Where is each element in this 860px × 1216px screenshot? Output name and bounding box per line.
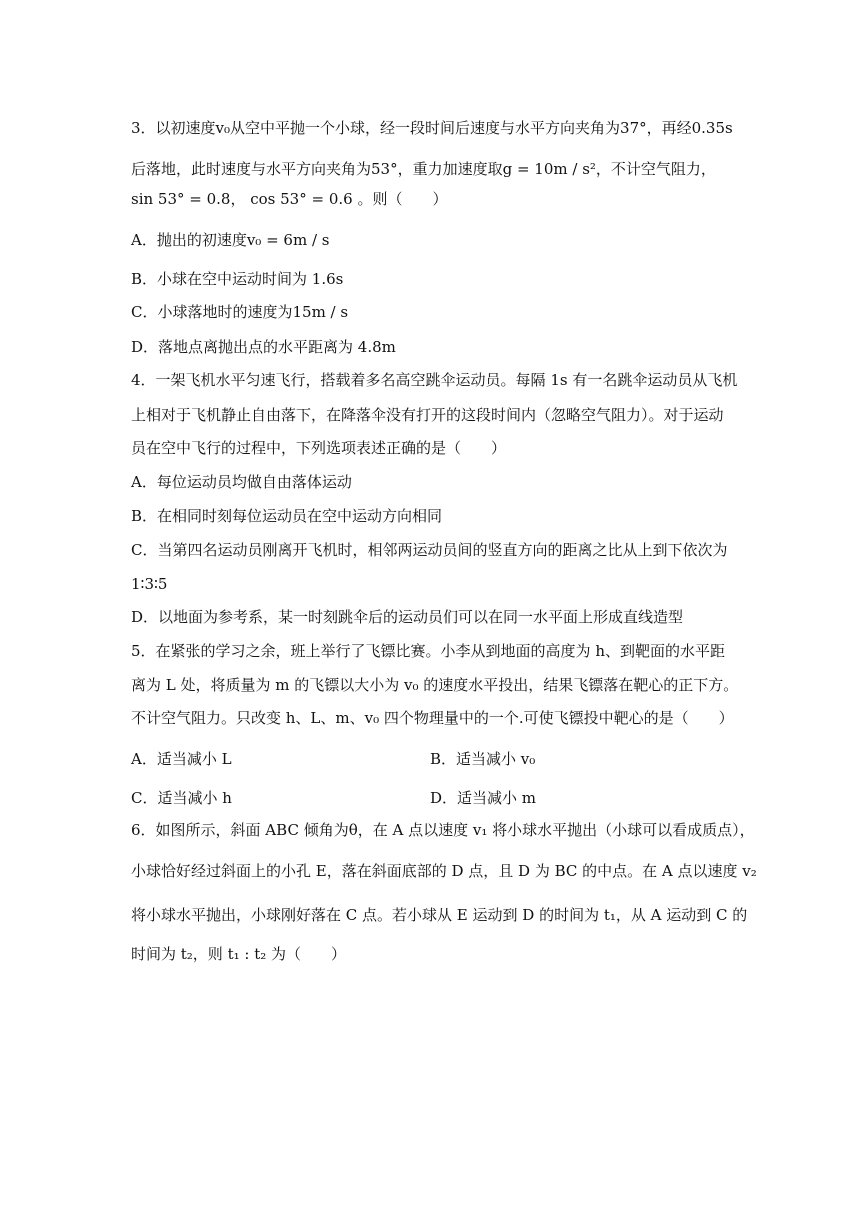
q3-option-b: B．小球在空中运动时间为 1.6s — [131, 270, 344, 288]
q5-stem-line-3: 不计空气阻力。只改变 h、L、m、v₀ 四个物理量中的一个.可使飞镖投中靶心的是（ ） — [131, 709, 734, 727]
q6-stem-line-3: 将小球水平抛出，小球刚好落在 C 点。若小球从 E 运动到 D 的时间为 t₁，从 A 运动到 C 的 — [131, 906, 748, 924]
q3-option-c: C．小球落地时的速度为15m / s — [131, 303, 349, 321]
q4-option-c-continued: 1∶3∶5 — [131, 575, 168, 593]
q3-stem-line-3: sin 53° = 0.8， cos 53° = 0.6 。则（ ） — [131, 190, 448, 208]
q4-option-d: D．以地面为参考系，某一时刻跳伞后的运动员们可以在同一水平面上形成直线造型 — [131, 608, 684, 626]
q6-stem-line-1: 6．如图所示，斜面 ABC 倾角为θ，在 A 点以速度 v₁ 将小球水平抛出（小球可以看成质点）， — [131, 821, 755, 839]
q5-option-d: D．适当减小 m — [430, 789, 537, 807]
q4-option-c: C．当第四名运动员刚离开飞机时，相邻两运动员间的竖直方向的距离之比从上到下依次为 — [131, 541, 728, 559]
q6-stem-line-2: 小球恰好经过斜面上的小孔 E，落在斜面底部的 D 点，且 D 为 BC 的中点。在 A 点以速度 v₂ — [131, 862, 757, 880]
q4-option-a: A．每位运动员均做自由落体运动 — [131, 473, 352, 491]
q3-option-a: A．抛出的初速度v₀ = 6m / s — [131, 231, 330, 249]
q5-stem-line-2: 离为 L 处，将质量为 m 的飞镖以大小为 v₀ 的速度水平投出，结果飞镖落在靶心的正下方。 — [131, 676, 739, 694]
q4-option-b: B．在相同时刻每位运动员在空中运动方向相同 — [131, 507, 443, 525]
q4-stem-line-2: 上相对于飞机静止自由落下，在降落伞没有打开的这段时间内（忽略空气阻力）。对于运动 — [131, 406, 724, 424]
q5-option-c: C．适当减小 h — [131, 789, 232, 807]
q5-stem-line-1: 5．在紧张的学习之余，班上举行了飞镖比赛。小李从到地面的高度为 h、到靶面的水平距 — [131, 642, 725, 660]
q3-option-d: D．落地点离抛出点的水平距离为 4.8m — [131, 338, 396, 356]
q4-stem-line-1: 4．一架飞机水平匀速飞行，搭载着多名高空跳伞运动员。每隔 1s 有一名跳伞运动员从飞机 — [131, 371, 738, 389]
q5-option-b: B．适当减小 v₀ — [430, 750, 536, 768]
q3-stem-line-1: 3．以初速度v₀从空中平抛一个小球，经一段时间后速度与水平方向夹角为37°，再经0.35s — [131, 119, 733, 137]
q5-option-a: A．适当减小 L — [131, 750, 232, 768]
q4-stem-line-3: 员在空中飞行的过程中，下列选项表述正确的是（ ） — [131, 439, 507, 457]
q6-stem-line-4: 时间为 t₂，则 t₁ : t₂ 为（ ） — [131, 945, 347, 963]
q3-stem-line-2: 后落地，此时速度与水平方向夹角为53°，重力加速度取g = 10m / s²，不计空气阻力， — [131, 160, 716, 178]
